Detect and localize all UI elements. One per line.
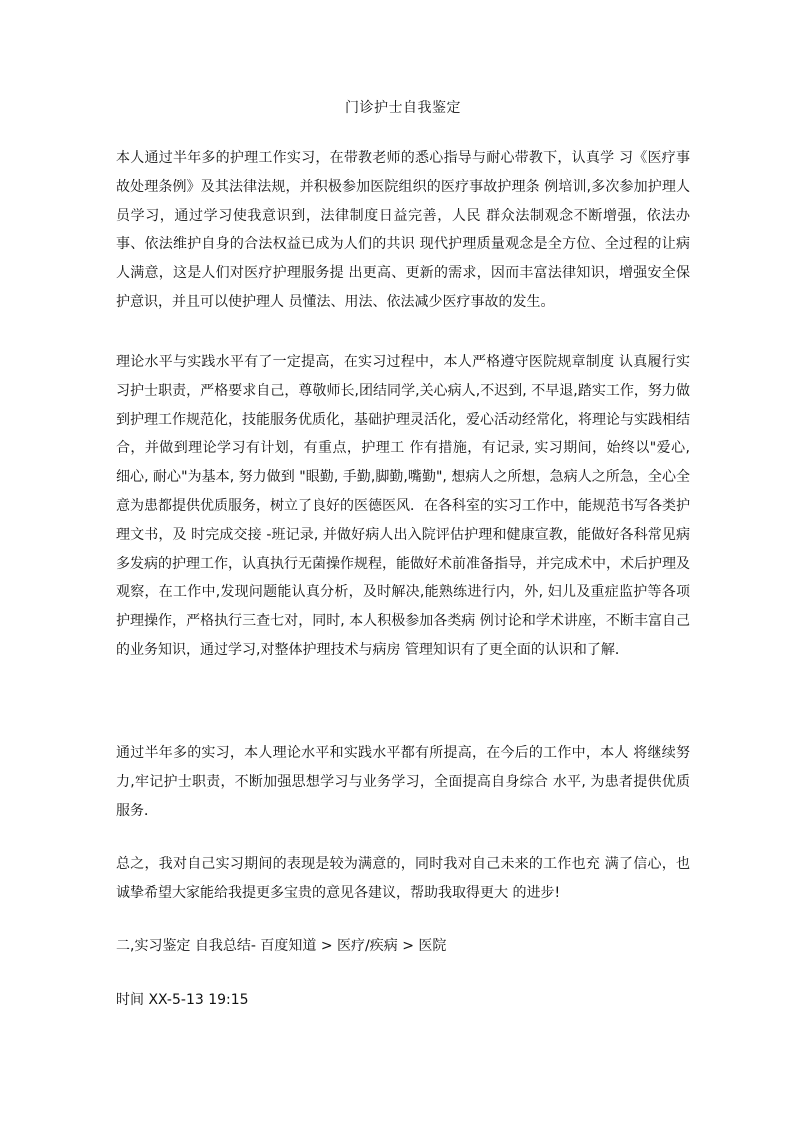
source-breadcrumb: 二,实习鉴定 自我总结- 百度知道 > 医疗/疾病 > 医院 <box>116 938 447 954</box>
paragraph-future-commitment: 通过半年多的实习，本人理论水平和实践水平都有所提高，在今后的工作中，本人 将继续努 力,牢记护士职责，不断加强思想学习与业务学习，全面提高自身综合 水平, 为患者提供优质服务． <box>116 745 690 819</box>
paragraph-conclusion: 总之，我对自己实习期间的表现是较为满意的，同时我对自己未来的工作也充 满了信心，也诚挚希望大家能给我提更多宝贵的意见各建议，帮助我取得更大 的进步! <box>116 856 690 901</box>
document-title: 门诊护士自我鉴定 <box>345 100 461 116</box>
paragraph-theory-and-practice: 理论水平与实践水平有了一定提高，在实习过程中，本人严格遵守医院规章制度 认真履行实习护士职责，严格要求自己，尊敬师长,团结同学,关心病人,不迟到, 不早退,踏实工作，努力做到护理工作规范化，技能服务优质化，基础护理灵活化，爱心活动经常化，将理论与实践相结合，并做到理论学习有计划，有重点，护理工 作有措施，有记录, 实习期间，始终以"爱心, 细心, 耐心"为基本, 努力做到 "眼勤, 手勤,脚勤,嘴勤", 想病人之所想，急病人之所急，全心全意为患都提供优质服务，树立了良好的医德医风．在各科室的实习工作中，能规范书写各类护理文书，及 时完成交接 -班记录, 并做好病人出入院评估护理和健康宣教，能做好各科常见病 多发病的护理工作，认真执行无菌操作规程，能做好术前准备指导，并完成术中，术后护理及观察，在工作中,发现问题能认真分析，及时解决,能熟练进行内，外, 妇儿及重症监护等各项护理操作，严格执行三查七对，同时, 本人积极参加各类病 例讨论和学术讲座，不断丰富自己的业务知识，通过学习,对整体护理技术与病房 管理知识有了更全面的认识和了解． <box>116 354 690 658</box>
paragraph-internship-legal-study: 本人通过半年多的护理工作实习，在带教老师的悉心指导与耐心带教下，认真学 习《医疗事故处理条例》及其法律法规，并积极参加医院组织的医疗事故护理条 例培训,多次参加护理人员学习，通过学习使我意识到，法律制度日益完善，人民 群众法制观念不断增强，依法办事、依法维护自身的合法权益已成为人们的共识 现代护理质量观念是全方位、全过程的让病人满意，这是人们对医疗护理服务提 出更高、更新的需求，因而丰富法律知识，增强安全保护意识，并且可以使护理人 员懂法、用法、依法减少医疗事故的发生。 <box>116 150 690 310</box>
timestamp: 时间 XX-5-13 19:15 <box>116 992 249 1008</box>
